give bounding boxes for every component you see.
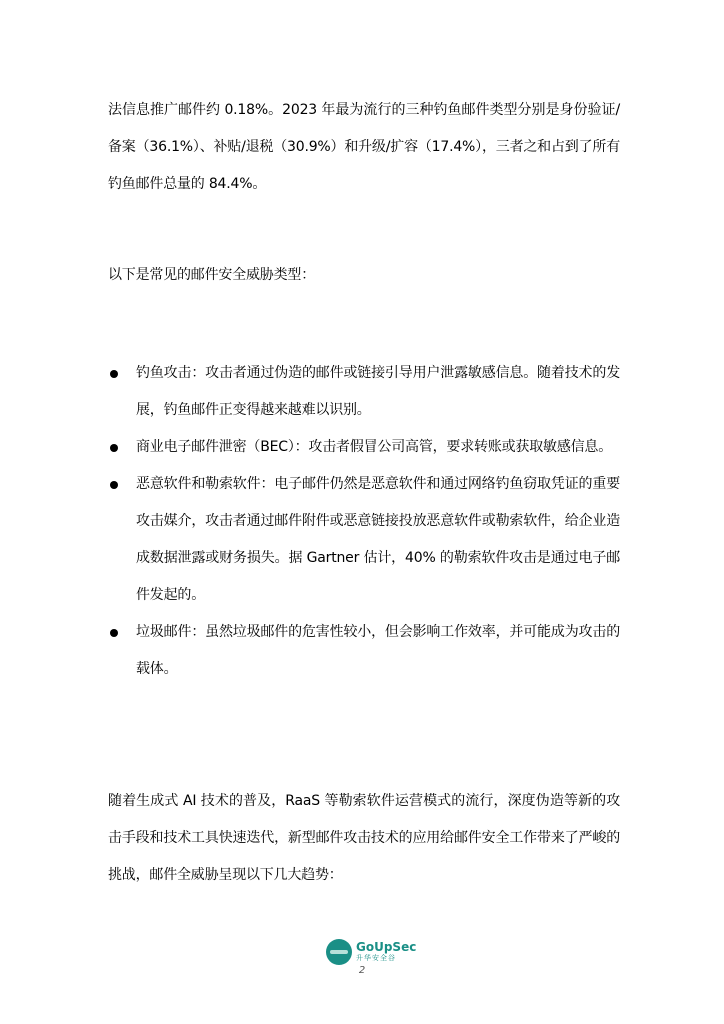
threats-lead-paragraph: 以下是常见的邮件安全威胁类型： [108,267,315,283]
threat-item-text: 恶意软件和勒索软件：电子邮件仍然是恶意软件和通过网络钓鱼窃取凭证的重要攻击媒介，攻击者通过邮件附件或恶意链接投放恶意软件或勒索软件，给企业造成数据泄露或财务损失。据 Gartner 估计，40% 的勒索软件攻击是通过电子邮件发起的。 [136,476,620,603]
bullet-icon [110,481,118,489]
threat-item-text: 钓鱼攻击：攻击者通过伪造的邮件或链接引导用户泄露敏感信息。随着技术的发展，钓鱼邮件正变得越来越难以识别。 [136,365,620,418]
logo-text [356,941,416,963]
bullet-icon [110,629,118,637]
logo-globe-icon [326,939,352,965]
page-number: 2 [358,965,366,976]
list-item [108,466,620,614]
logo-brand: GoUpSec [356,940,417,954]
list-item [108,355,620,429]
list-item [108,429,620,466]
bullet-icon [110,444,118,452]
list-item [108,614,620,688]
threat-item-text: 垃圾邮件：虽然垃圾邮件的危害性较小，但会影响工作效率，并可能成为攻击的载体。 [136,624,620,677]
trends-paragraph: 随着生成式 AI 技术的普及，RaaS 等勒索软件运营模式的流行，深度伪造等新的攻击手段和技术工具快速迭代，新型邮件攻击技术的应用给邮件安全工作带来了严峻的挑战，邮件全威胁呈现以下几大趋势： [108,793,620,883]
logo-subtitle: 升华安全谷 [356,954,396,962]
bullet-icon [110,370,118,378]
threat-list [108,355,620,688]
threat-item-text: 商业电子邮件泄密（BEC）：攻击者假冒公司高管，要求转账或获取敏感信息。 [136,439,613,455]
goupsec-logo [326,939,416,965]
intro-paragraph: 法信息推广邮件约 0.18%。2023 年最为流行的三种钓鱼邮件类型分别是身份验证/备案（36.1%）、补贴/退税（30.9%）和升级/扩容（17.4%），三者之和占到了所有钓鱼邮件总量的 84.4%。 [108,102,620,192]
